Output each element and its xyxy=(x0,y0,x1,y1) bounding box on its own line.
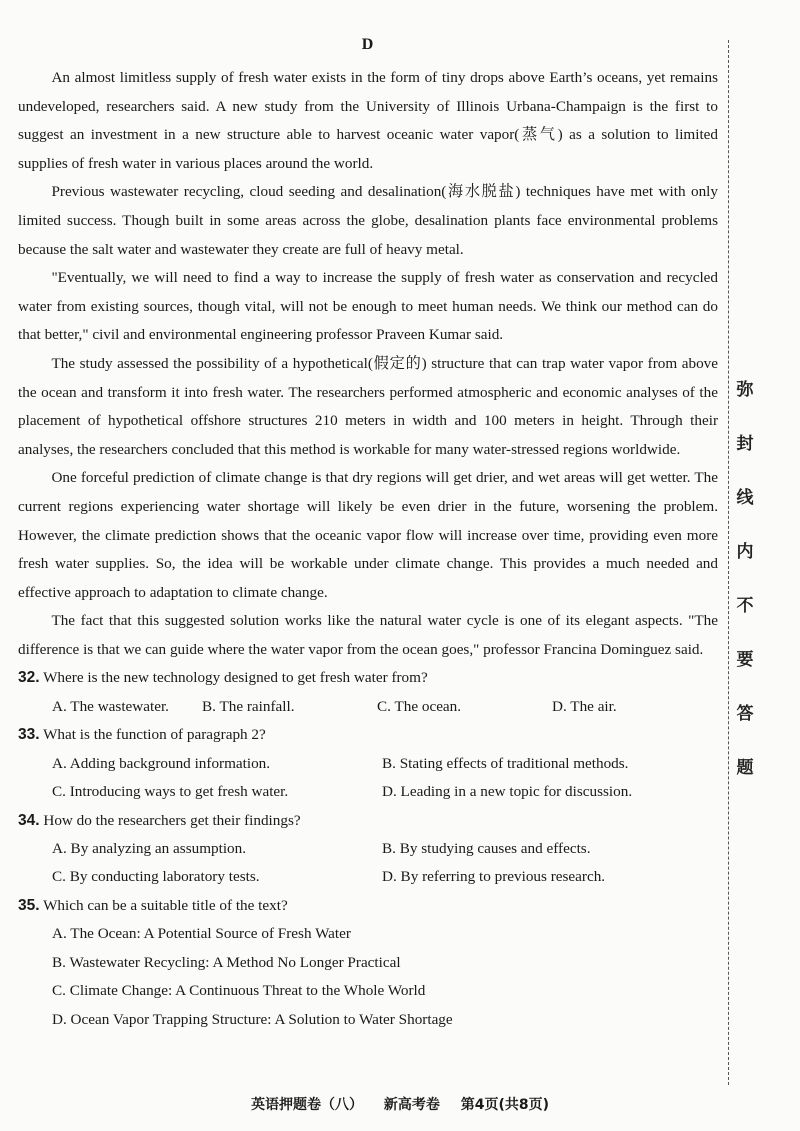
binding-char: 弥 xyxy=(736,380,754,400)
option-d[interactable]: D. Ocean Vapor Trapping Structure: A Solution to Water Shortage xyxy=(52,1010,453,1028)
reading-passage xyxy=(18,64,718,664)
option-c[interactable]: C. Introducing ways to get fresh water. xyxy=(52,783,289,801)
answer-options xyxy=(18,750,718,807)
page-footer xyxy=(0,1094,800,1114)
section-heading: D xyxy=(361,36,375,53)
question-34 xyxy=(18,807,718,892)
question-stem: What is the function of paragraph 2? xyxy=(43,726,266,744)
passage-paragraph-6: The fact that this suggested solution works like the natural water cycle is one of its elegant aspects. "The difference is that we can guide where the water vapor from the ocean goes," professor Francina Dominguez said. xyxy=(18,612,718,658)
question-number: 34. xyxy=(18,811,40,829)
passage-paragraph-3: "Eventually, we will need to find a way to increase the supply of fresh water as conservation and recycled water from existing sources, though vital, will not be enough to meet human needs. We think our method can do that better," civil and environmental engineering professor Praveen Kumar said. xyxy=(18,269,718,344)
question-number: 33. xyxy=(18,726,40,744)
option-d[interactable]: D. By referring to previous research. xyxy=(382,868,606,886)
option-b[interactable]: B. Wastewater Recycling: A Method No Longer Practical xyxy=(52,953,401,971)
binding-char: 内 xyxy=(736,542,754,562)
option-b[interactable]: B. By studying causes and effects. xyxy=(382,839,591,857)
answer-options xyxy=(18,920,718,1034)
option-a[interactable]: A. The wastewater. xyxy=(52,697,169,715)
binding-char: 题 xyxy=(736,758,754,778)
passage-paragraph-5: One forceful prediction of climate change is that dry regions will get drier, and wet areas will get wetter. The current regions experiencing water shortage will likely be even drier in the future, worsening the problem. However, the climate prediction shows that the oceanic vapor flow will increase over time, providing even more fresh water supplies. So, the idea will be workable under climate change. This provides a much needed and effective approach to adaptation to climate change. xyxy=(18,469,718,601)
answer-options xyxy=(18,835,718,892)
option-d[interactable]: D. Leading in a new topic for discussion. xyxy=(382,783,633,801)
option-c[interactable]: C. The ocean. xyxy=(377,697,462,715)
question-number: 32. xyxy=(18,669,40,687)
passage-paragraph-2: Previous wastewater recycling, cloud seeding and desalination(海水脱盐) techniques have met with only limited success. Though built in some areas across the globe, desalination plants face environmental problems because the salt water and wastewater they create are full of heavy metal. xyxy=(18,183,718,258)
question-33 xyxy=(18,721,718,806)
binding-margin-notice xyxy=(733,375,757,807)
binding-char: 线 xyxy=(736,488,754,508)
question-stem: Which can be a suitable title of the text? xyxy=(43,896,288,914)
binding-char: 不 xyxy=(736,596,754,616)
footer-series: 新高考卷 xyxy=(383,1097,440,1113)
option-c[interactable]: C. Climate Change: A Continuous Threat to the Whole World xyxy=(52,982,426,1000)
option-a[interactable]: A. By analyzing an assumption. xyxy=(52,839,247,857)
question-32 xyxy=(18,664,718,721)
question-35 xyxy=(18,892,718,1035)
question-number: 35. xyxy=(18,896,40,914)
exam-page xyxy=(18,36,718,1035)
footer-page-number: 第4页(共8页) xyxy=(460,1097,550,1113)
option-d[interactable]: D. The air. xyxy=(552,697,617,715)
answer-options xyxy=(18,693,718,721)
passage-paragraph-1: An almost limitless supply of fresh water exists in the form of tiny drops above Earth’s oceans, yet remains undeveloped, researchers said. A new study from the University of Illinois Urbana-Champaign is the first to suggest an investment in a new structure able to harvest oceanic water vapor(蒸气) as a solution to limited supplies of fresh water in various places around the world. xyxy=(18,69,718,172)
option-a[interactable]: A. Adding background information. xyxy=(52,754,271,772)
binding-char: 要 xyxy=(736,650,754,670)
option-b[interactable]: B. The rainfall. xyxy=(202,697,295,715)
option-a[interactable]: A. The Ocean: A Potential Source of Fresh Water xyxy=(52,925,351,943)
question-stem: Where is the new technology designed to get fresh water from? xyxy=(43,669,428,687)
binding-char: 答 xyxy=(736,704,754,724)
binding-dashed-line xyxy=(728,40,729,1085)
passage-paragraph-4: The study assessed the possibility of a hypothetical(假定的) structure that can trap water vapor from above the ocean and transform it into fresh water. The researchers performed atmospheric and economic analyses of the placement of hypothetical offshore structures 210 meters in width and 100 meters in height. Through their analyses, the researchers concluded that this method is workable for many water-stressed regions worldwide. xyxy=(18,354,718,458)
option-c[interactable]: C. By conducting laboratory tests. xyxy=(52,868,260,886)
option-b[interactable]: B. Stating effects of traditional methods. xyxy=(382,754,629,772)
binding-char: 封 xyxy=(736,434,754,454)
question-stem: How do the researchers get their findings? xyxy=(43,811,301,829)
footer-title: 英语押题卷（八） xyxy=(250,1097,363,1113)
